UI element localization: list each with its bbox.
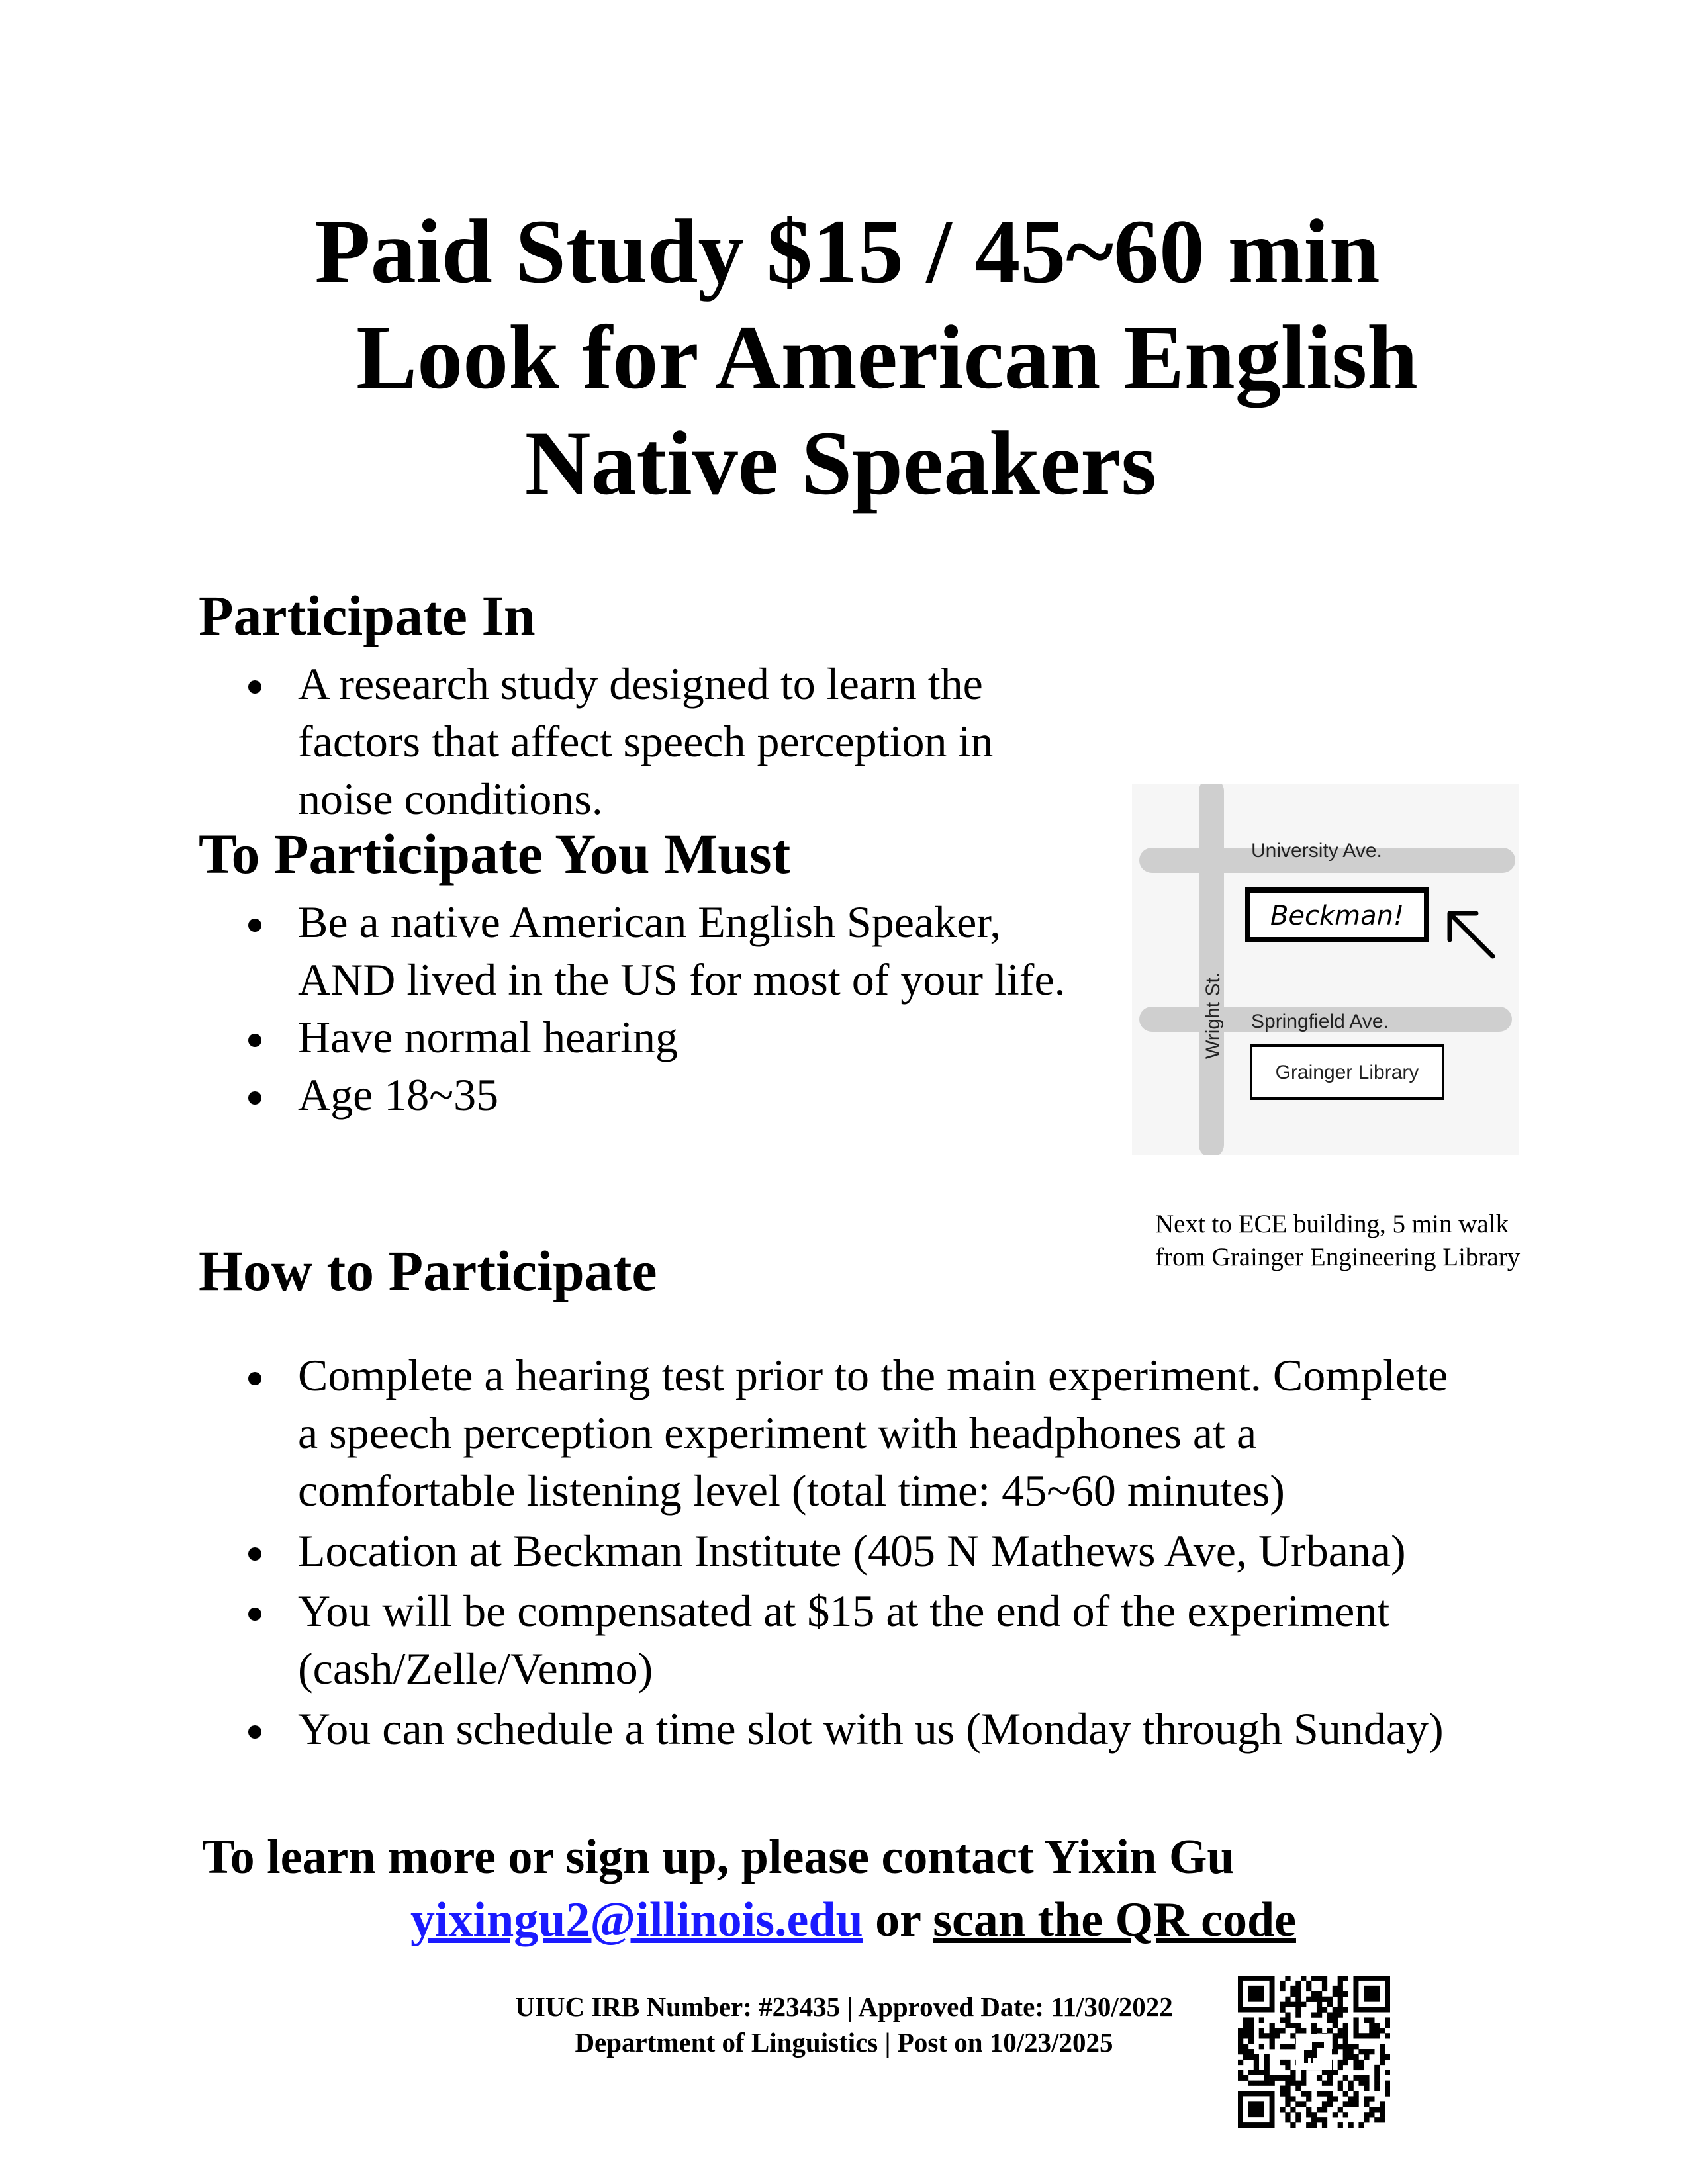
irb-info: UIUC IRB Number: #23435 | Approved Date: 11/30/2022	[515, 1991, 1173, 2022]
map-caption	[1155, 1208, 1520, 1274]
how-to-heading: How to Participate	[199, 1239, 657, 1302]
or-text: or	[875, 1893, 921, 1947]
grainger-label: Grainger Library	[1275, 1062, 1419, 1083]
qr-finder-pattern	[1238, 2091, 1275, 2128]
email-link[interactable]: yixingu2@illinois.edu	[410, 1893, 863, 1947]
qr-code[interactable]	[1238, 1976, 1390, 2128]
participate-in-heading: Participate In	[199, 584, 536, 647]
requirements-list	[248, 893, 1109, 1124]
wright-st-label: Wright St.	[1202, 972, 1224, 1059]
title-line-3: Native Speakers	[524, 412, 1157, 514]
campus-map	[1132, 784, 1519, 1155]
department-info: Department of Linguistics | Post on 10/23/2025	[575, 2027, 1113, 2058]
contact-line	[410, 1889, 1296, 1950]
map-caption-line-1: Next to ECE building, 5 min walk	[1155, 1210, 1509, 1238]
title-line-1: Paid Study $15 / 45~60 min	[314, 201, 1380, 302]
page-title	[225, 199, 1456, 516]
qr-code-graphic	[1238, 1976, 1390, 2128]
map-caption-line-2: from Grainger Engineering Library	[1155, 1243, 1521, 1271]
list-item: Be a native American English Speaker, AND lived in the US for most of your life.	[248, 893, 1105, 1009]
qr-finder-pattern	[1238, 1976, 1275, 2013]
list-item: You will be compensated at $15 at the end of the experiment (cash/Zelle/Venmo)	[248, 1582, 1423, 1698]
list-item: Complete a hearing test prior to the main experiment. Complete a speech perception experiment with headphones at a comfortable listening level (total time: 45~60 minutes)	[248, 1347, 1463, 1520]
list-item: Have normal hearing	[248, 1009, 1109, 1066]
map-drawing	[1132, 784, 1519, 1155]
list-item: You can schedule a time slot with us (Monday through Sunday)	[248, 1700, 1453, 1758]
springfield-ave-label: Springfield Ave.	[1251, 1011, 1389, 1032]
footer	[463, 1989, 1225, 2060]
beckman-label: Beckman!	[1270, 901, 1405, 931]
list-item: Location at Beckman Institute (405 N Mathews Ave, Urbana)	[248, 1522, 1453, 1580]
title-line-2: Look for American English	[356, 306, 1418, 408]
how-to-list	[248, 1347, 1453, 1758]
university-ave-label: University Ave.	[1251, 840, 1382, 862]
contact-heading: To learn more or sign up, please contact Yixin Gu	[202, 1830, 1235, 1884]
list-item: A research study designed to learn the factors that affect speech perception in noise conditions.	[248, 655, 1026, 828]
scan-qr-text: scan the QR code	[933, 1893, 1296, 1947]
requirements-heading: To Participate You Must	[199, 822, 791, 886]
list-item: Age 18~35	[248, 1066, 1109, 1124]
qr-finder-pattern	[1353, 1976, 1390, 2013]
